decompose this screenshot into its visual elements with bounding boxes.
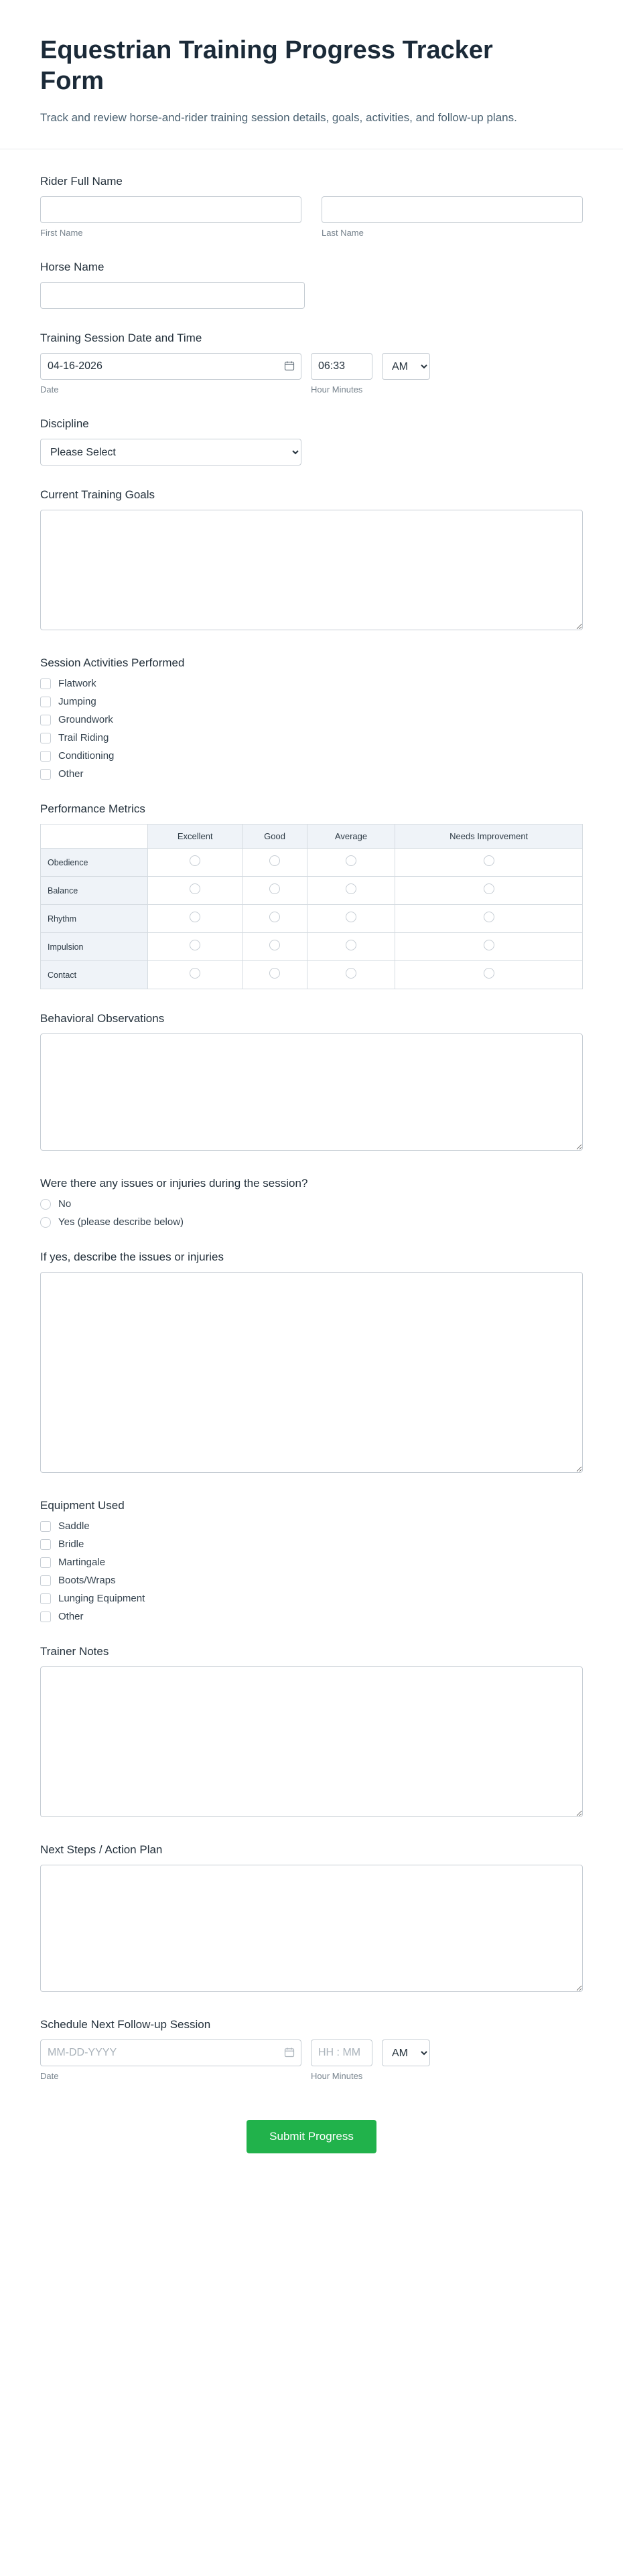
checkbox-label: Martingale — [58, 1557, 106, 1569]
checkbox-row-conditioning[interactable] — [40, 750, 583, 762]
session-activities-label: Session Activities Performed — [40, 656, 185, 670]
checkbox-row-boots-wraps[interactable] — [40, 1575, 583, 1586]
radio-icon[interactable] — [346, 855, 356, 866]
matrix-cell-obedience-average[interactable] — [307, 849, 395, 877]
checkbox-row-saddle[interactable] — [40, 1520, 583, 1532]
table-row — [41, 877, 583, 905]
followup-ampm-group — [382, 2040, 430, 2066]
radio-label: Yes (please describe below) — [58, 1216, 184, 1228]
radio-icon[interactable] — [190, 883, 200, 894]
checkbox-label: Conditioning — [58, 750, 115, 762]
matrix-row-rhythm: Rhythm — [41, 905, 148, 933]
trainer-notes-textarea[interactable] — [40, 1666, 583, 1817]
checkbox-label: Saddle — [58, 1520, 90, 1532]
next-steps-textarea[interactable] — [40, 1865, 583, 1992]
horse-name-input[interactable] — [40, 282, 305, 309]
page-subtitle: Track and review horse-and-rider training session details, goals, activities, and follow-up plans. — [40, 111, 517, 124]
checkbox-label: Flatwork — [58, 678, 96, 690]
field-performance-metrics — [40, 802, 583, 989]
radio-icon[interactable] — [484, 883, 494, 894]
matrix-col-needs-improvement: Needs Improvement — [395, 825, 583, 849]
session-date-input[interactable] — [40, 353, 301, 380]
matrix-cell-obedience-needs-improvement[interactable] — [395, 849, 583, 877]
field-next-steps — [40, 1843, 583, 1995]
behavioral-observations-label: Behavioral Observations — [40, 1012, 165, 1025]
discipline-select[interactable] — [40, 439, 301, 466]
checkbox-icon[interactable] — [40, 751, 51, 762]
checkbox-row-bridle[interactable] — [40, 1539, 583, 1550]
radio-row-yes[interactable] — [40, 1216, 583, 1228]
form-body — [0, 149, 623, 2220]
radio-icon[interactable] — [190, 940, 200, 950]
radio-label: No — [58, 1198, 72, 1210]
last-name-sublabel: Last Name — [322, 228, 364, 238]
radio-icon[interactable] — [269, 855, 280, 866]
field-discipline — [40, 417, 583, 466]
behavioral-observations-textarea[interactable] — [40, 1033, 583, 1151]
radio-icon[interactable] — [190, 912, 200, 922]
session-datetime-label: Training Session Date and Time — [40, 332, 202, 345]
rider-name-label: Rider Full Name — [40, 175, 123, 188]
checkbox-label: Trail Riding — [58, 732, 109, 744]
matrix-col-excellent: Excellent — [148, 825, 243, 849]
radio-icon[interactable] — [40, 1199, 51, 1210]
matrix-corner — [41, 825, 148, 849]
field-horse-name — [40, 261, 583, 309]
matrix-cell-balance-good[interactable] — [243, 877, 307, 905]
checkbox-icon[interactable] — [40, 1612, 51, 1622]
page-title: Equestrian Training Progress Tracker Form — [40, 36, 493, 96]
checkbox-row-martingale[interactable] — [40, 1557, 583, 1568]
checkbox-icon[interactable] — [40, 678, 51, 689]
checkbox-row-other[interactable] — [40, 768, 583, 780]
followup-date-sublabel: Date — [40, 2071, 59, 2082]
checkbox-row-trail-riding[interactable] — [40, 732, 583, 743]
matrix-cell-contact-good[interactable] — [243, 961, 307, 989]
matrix-cell-impulsion-average[interactable] — [307, 933, 395, 961]
last-name-input[interactable] — [322, 196, 583, 223]
radio-icon[interactable] — [269, 883, 280, 894]
checkbox-label: Groundwork — [58, 714, 113, 726]
issues-question-options — [40, 1198, 583, 1228]
matrix-cell-obedience-good[interactable] — [243, 849, 307, 877]
radio-icon[interactable] — [40, 1217, 51, 1228]
field-issues-question — [40, 1177, 583, 1228]
checkbox-label: Boots/Wraps — [58, 1575, 116, 1587]
session-time-group — [311, 353, 372, 380]
matrix-cell-contact-needs-improvement[interactable] — [395, 961, 583, 989]
checkbox-icon[interactable] — [40, 769, 51, 780]
issues-describe-label: If yes, describe the issues or injuries — [40, 1250, 224, 1264]
table-row — [41, 905, 583, 933]
matrix-cell-contact-average[interactable] — [307, 961, 395, 989]
training-goals-textarea[interactable] — [40, 510, 583, 630]
equipment-used-label: Equipment Used — [40, 1499, 125, 1512]
issues-question-label: Were there any issues or injuries during the session? — [40, 1177, 308, 1190]
equipment-used-list — [40, 1520, 583, 1622]
field-trainer-notes — [40, 1645, 583, 1820]
checkbox-icon[interactable] — [40, 1557, 51, 1568]
matrix-cell-impulsion-excellent[interactable] — [148, 933, 243, 961]
checkbox-icon[interactable] — [40, 733, 51, 743]
table-row — [41, 961, 583, 989]
horse-name-label: Horse Name — [40, 261, 105, 274]
checkbox-icon[interactable] — [40, 1539, 51, 1550]
checkbox-icon[interactable] — [40, 1521, 51, 1532]
checkbox-label: Lunging Equipment — [58, 1593, 145, 1605]
checkbox-row-flatwork[interactable] — [40, 678, 583, 689]
session-ampm-select[interactable] — [382, 353, 430, 380]
matrix-cell-impulsion-needs-improvement[interactable] — [395, 933, 583, 961]
checkbox-icon[interactable] — [40, 715, 51, 725]
matrix-cell-balance-average[interactable] — [307, 877, 395, 905]
radio-row-no[interactable] — [40, 1198, 583, 1210]
followup-date-input[interactable] — [40, 2040, 301, 2066]
performance-metrics-table — [40, 824, 583, 989]
session-date-sublabel: Date — [40, 384, 59, 395]
matrix-cell-contact-excellent[interactable] — [148, 961, 243, 989]
followup-time-input[interactable] — [311, 2040, 372, 2066]
matrix-col-good: Good — [243, 825, 307, 849]
radio-icon[interactable] — [269, 940, 280, 950]
checkbox-label: Other — [58, 768, 84, 780]
radio-icon[interactable] — [484, 855, 494, 866]
matrix-cell-rhythm-excellent[interactable] — [148, 905, 243, 933]
checkbox-row-lunging-equipment[interactable] — [40, 1593, 583, 1604]
radio-icon[interactable] — [484, 912, 494, 922]
table-row — [41, 933, 583, 961]
performance-metrics-label: Performance Metrics — [40, 802, 145, 816]
matrix-row-balance: Balance — [41, 877, 148, 905]
trainer-notes-label: Trainer Notes — [40, 1645, 109, 1658]
radio-icon[interactable] — [346, 883, 356, 894]
session-activities-list — [40, 678, 583, 780]
checkbox-icon[interactable] — [40, 697, 51, 707]
field-session-activities — [40, 656, 583, 780]
session-time-sublabel: Hour Minutes — [311, 384, 363, 395]
discipline-label: Discipline — [40, 417, 89, 431]
submit-row — [40, 2104, 583, 2194]
session-ampm-group — [382, 353, 430, 380]
checkbox-label: Bridle — [58, 1539, 84, 1551]
training-goals-label: Current Training Goals — [40, 488, 155, 502]
first-name-sublabel: First Name — [40, 228, 83, 238]
matrix-cell-impulsion-good[interactable] — [243, 933, 307, 961]
field-issues-describe — [40, 1250, 583, 1476]
table-row — [41, 849, 583, 877]
field-rider-name — [40, 175, 583, 238]
matrix-cell-rhythm-needs-improvement[interactable] — [395, 905, 583, 933]
matrix-row-impulsion: Impulsion — [41, 933, 148, 961]
field-followup — [40, 2018, 583, 2081]
radio-icon[interactable] — [190, 968, 200, 979]
session-time-input[interactable] — [311, 353, 372, 380]
field-equipment-used — [40, 1499, 583, 1622]
matrix-row-obedience: Obedience — [41, 849, 148, 877]
radio-icon[interactable] — [190, 855, 200, 866]
followup-label: Schedule Next Follow-up Session — [40, 2018, 211, 2031]
last-name-group — [322, 196, 583, 238]
issues-describe-textarea[interactable] — [40, 1272, 583, 1473]
matrix-cell-rhythm-good[interactable] — [243, 905, 307, 933]
checkbox-label: Jumping — [58, 696, 96, 708]
checkbox-icon[interactable] — [40, 1593, 51, 1604]
radio-icon[interactable] — [346, 968, 356, 979]
session-date-group — [40, 353, 301, 380]
checkbox-label: Other — [58, 1611, 84, 1623]
matrix-cell-rhythm-average[interactable] — [307, 905, 395, 933]
matrix-row-contact: Contact — [41, 961, 148, 989]
followup-time-sublabel: Hour Minutes — [311, 2071, 363, 2082]
form-header — [0, 0, 623, 149]
submit-progress-button[interactable]: Submit Progress — [247, 2120, 376, 2153]
radio-icon[interactable] — [346, 940, 356, 950]
checkbox-row-groundwork[interactable] — [40, 714, 583, 725]
matrix-cell-obedience-excellent[interactable] — [148, 849, 243, 877]
next-steps-label: Next Steps / Action Plan — [40, 1843, 163, 1857]
first-name-group — [40, 196, 301, 238]
radio-icon[interactable] — [484, 940, 494, 950]
followup-ampm-select[interactable] — [382, 2040, 430, 2066]
matrix-col-average: Average — [307, 825, 395, 849]
radio-icon[interactable] — [269, 968, 280, 979]
first-name-input[interactable] — [40, 196, 301, 223]
radio-icon[interactable] — [484, 968, 494, 979]
field-session-datetime — [40, 332, 583, 395]
checkbox-row-other-equipment[interactable] — [40, 1611, 583, 1622]
radio-icon[interactable] — [269, 912, 280, 922]
followup-time-group — [311, 2040, 372, 2066]
checkbox-icon[interactable] — [40, 1575, 51, 1586]
matrix-cell-balance-excellent[interactable] — [148, 877, 243, 905]
field-training-goals — [40, 488, 583, 634]
table-header-row — [41, 825, 583, 849]
radio-icon[interactable] — [346, 912, 356, 922]
checkbox-row-jumping[interactable] — [40, 696, 583, 707]
field-behavioral-observations — [40, 1012, 583, 1154]
followup-date-group — [40, 2040, 301, 2066]
matrix-cell-balance-needs-improvement[interactable] — [395, 877, 583, 905]
